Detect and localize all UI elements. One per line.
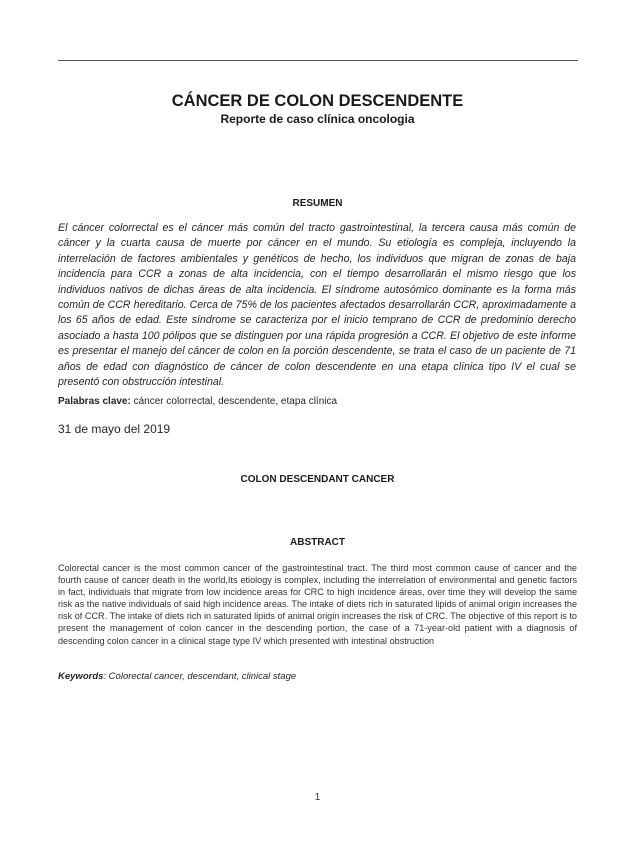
header-rule — [58, 60, 578, 61]
resumen-heading: RESUMEN — [292, 198, 343, 209]
keywords-en-label: Keywords — [58, 671, 104, 682]
palabras-clave-text: cáncer colorrectal, descendente, etapa clínica — [130, 396, 338, 407]
palabras-clave — [58, 396, 337, 407]
abstract-paragraph: Colorectal cancer is the most common cancer of the gastrointestinal tract. The third most common cause of cancer and the fourth cause of cancer death in the world,Its etiology is complex, including the interrelation of environmental and genetic factors in fact, individuals that migrate from low incidence areas for CRC to high incidence áreas, over time they will develop the same risk as the native individuals of said high incidence areas. The intake of diets rich in saturated lipids of animal origin increases the risk of CCR. The intake of diets rich in saturated lipids of animal origin increases the risk of CRC. The objective of this report is to present the management of colon cancer in the descending portion, the case of a 71-year-old patient with a diagnosis of descending colon cancer in a clinical stage type IV which presented with intestinal obstruction — [58, 563, 577, 646]
page-number: 1 — [314, 792, 321, 803]
paper-subtitle: Reporte de caso clínica oncologia — [220, 112, 415, 126]
english-title: COLON DESCENDANT CANCER — [240, 474, 395, 485]
keywords-en — [58, 671, 296, 682]
paper-title: CÁNCER DE COLON DESCENDENTE — [171, 92, 464, 110]
keywords-en-text: : Colorectal cancer, descendant, clinical stage — [103, 671, 297, 682]
publication-date: 31 de mayo del 2019 — [58, 422, 171, 436]
palabras-clave-label: Palabras clave: — [58, 396, 131, 407]
abstract-heading: ABSTRACT — [290, 537, 345, 548]
resumen-paragraph: El cáncer colorrectal es el cáncer más común del tracto gastrointestinal, la tercera causa más común de cáncer y la cuarta causa de muerte por cáncer en el mundo. Su etiología es compleja, incluyendo la interrelación de factores ambientales y genéticos de hecho, los individuos que migran de zonas de baja incidencia para CCR a zonas de alta incidencia, con el tiempo desarrollarán el mismo riesgo que los individuos nativos de dichas áreas de alta incidencia. El síndrome autosómico dominante es la forma más común de CCR hereditario. Cerca de 75% de los pacientes afectados desarrollarán CCR, aproximadamente a los 65 años de edad. Este síndrome se caracteriza por el inicio temprano de CCR de predominio derecho asociado a hasta 100 pólipos que se distinguen por una rápida progresión a CCR. El objetivo de este informe es presentar el manejo del cáncer de colon en la porción descendente, se trata el caso de un paciente de 71 años de edad con diagnóstico de cáncer de colon descendente en una etapa clínica tipo IV el cual se presentó con obstrucción intestinal. — [58, 222, 576, 389]
